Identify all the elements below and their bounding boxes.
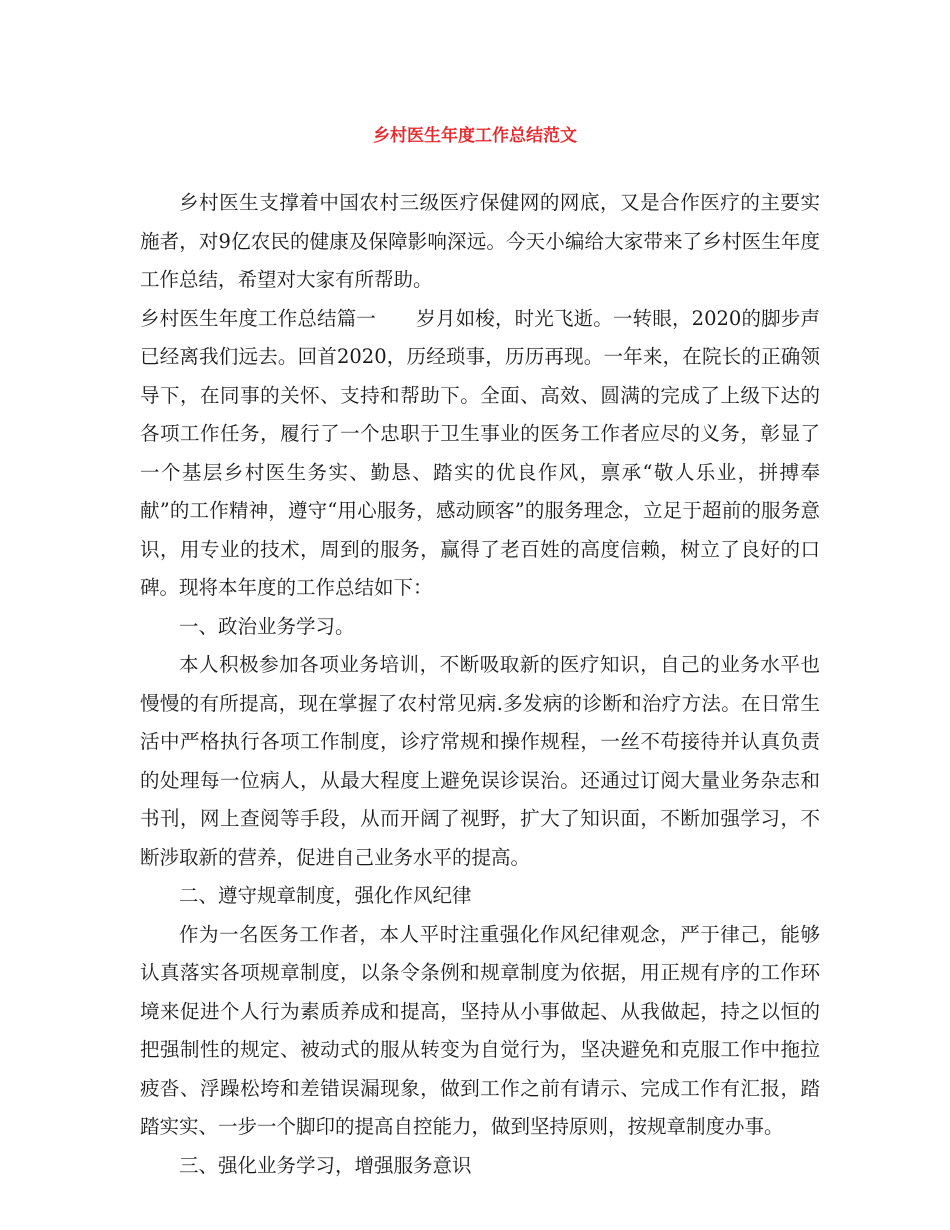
section1-heading: 一、政治业务学习。 [179,614,355,638]
document-title: 乡村医生年度工作总结范文 [373,126,577,146]
document-body [140,184,820,1185]
section3-heading: 三、强化业务学习，增强服务意识 [179,1153,472,1177]
section2-paragraph: 作为一名医务工作者，本人平时注重强化作风纪律观念，严于律己，能够认真落实各项规章制度，以条令条例和规章制度为依据，用正规有序的工作环境来促进个人行为素质养成和提高，坚持从小事做起、从我做起，持之以恒的把强制性的规定、被动式的服从转变为自觉行为，坚决避免和克服工作中拖拉疲沓、浮躁松垮和差错误漏现象，做到工作之前有请示、完成工作有汇报，踏踏实实、一步一个脚印的提高自控能力，做到坚持原则，按规章制度办事。 [140,922,820,1138]
part1-opening-text: 岁月如梭，时光飞逝。一转眼，2020的脚步声已经离我们远去。回首2020，历经琐事，历历再现。一年来，在院长的正确领导下，在同事的关怀、支持和帮助下。全面、高效、圆满的完成了上级下达的各项工作任务，履行了一个忠职于卫生事业的医务工作者应尽的义务，彰显了一个基层乡村医生务实、勤恳、踏实的优良作风，禀承“敬人乐业，拼搏奉献”的工作精神，遵守“用心服务，感动顾客”的服务理念，立足于超前的服务意识，用专业的技术，周到的服务，赢得了老百姓的高度信赖，树立了良好的口碑。现将本年度的工作总结如下： [140,306,820,599]
part1-paragraph [140,300,820,608]
section2-heading: 二、遵守规章制度，强化作风纪律 [179,884,472,907]
section1-paragraph: 本人积极参加各项业务培训，不断吸取新的医疗知识，自己的业务水平也慢慢的有所提高，现在掌握了农村常见病.多发病的诊断和治疗方法。在日常生活中严格执行各项工作制度，诊疗常规和操作规程，一丝不苟接待并认真负责的处理每一位病人，从最大程度上避免误诊误治。还通过订阅大量业务杂志和书刊，网上查阅等手段，从而开阔了视野，扩大了知识面，不断加强学习，不断涉取新的营养，促进自己业务水平的提高。 [140,653,820,869]
intro-paragraph: 乡村医生支撑着中国农村三级医疗保健网的网底，又是合作医疗的主要实施者，对9亿农民的健康及保障影响深远。今天小编给大家带来了乡村医生年度工作总结，希望对大家有所帮助。 [140,191,820,291]
part1-heading: 乡村医生年度工作总结篇一 [140,306,377,330]
